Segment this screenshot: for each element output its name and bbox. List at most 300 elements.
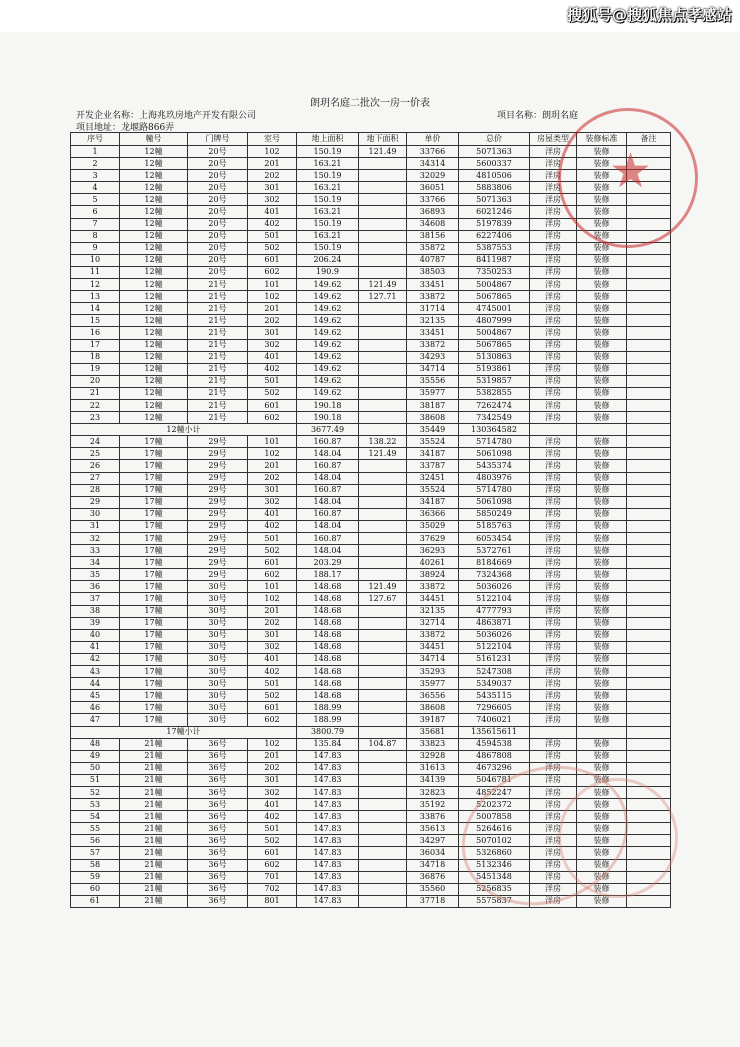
table-cell [359,629,407,641]
table-cell [359,678,407,690]
table-cell: 33766 [407,194,459,206]
table-cell: 6021246 [459,206,530,218]
table-cell [359,315,407,327]
table-cell: 5349037 [459,678,530,690]
table-cell: 4 [71,182,120,194]
table-cell: 装修 [577,291,627,303]
table-cell: 32029 [407,170,459,182]
table-cell [627,254,671,266]
table-cell: 装修 [577,448,627,460]
table-cell: 201 [248,303,297,315]
column-header: 地上面积 [297,133,359,146]
table-cell: 201 [248,750,297,762]
table-cell: 30号 [188,593,248,605]
column-header: 备注 [627,133,671,146]
table-cell: 10 [71,254,120,266]
table-row [71,460,671,472]
table-cell: 149.62 [297,387,359,399]
table-cell: 501 [248,533,297,545]
table-cell: 12幢 [120,279,188,291]
table-cell: 34608 [407,218,459,230]
table-cell: 121.49 [359,146,407,158]
table-cell: 17幢 [120,617,188,629]
table-cell: 33823 [407,738,459,750]
table-cell: 装修 [577,399,627,411]
table-cell: 21号 [188,387,248,399]
table-cell: 36034 [407,847,459,859]
table-cell [627,520,671,532]
table-cell: 188.99 [297,714,359,726]
table-cell: 302 [248,339,297,351]
table-cell: 36号 [188,883,248,895]
table-cell: 35977 [407,678,459,690]
table-cell: 32451 [407,472,459,484]
table-cell: 14 [71,303,120,315]
table-cell: 46 [71,702,120,714]
table-cell [359,460,407,472]
table-cell: 12幢 [120,399,188,411]
column-header: 地下面积 [359,133,407,146]
table-cell: 装修 [577,714,627,726]
table-cell: 4673296 [459,762,530,774]
table-cell [627,472,671,484]
table-cell: 5326860 [459,847,530,859]
table-cell: 102 [248,291,297,303]
table-cell [359,158,407,170]
table-cell: 40787 [407,254,459,266]
table-cell: 洋房 [530,363,577,375]
table-cell [627,399,671,411]
table-cell: 203.29 [297,557,359,569]
table-cell [627,690,671,702]
table-cell: 150.19 [297,170,359,182]
table-cell: 洋房 [530,859,577,871]
table-cell: 5036026 [459,581,530,593]
table-cell: 402 [248,520,297,532]
table-cell: 17幢 [120,581,188,593]
table-cell: 202 [248,762,297,774]
table-cell: 4777793 [459,605,530,617]
table-cell: 201 [248,605,297,617]
table-cell: 5850249 [459,508,530,520]
table-cell: 5264616 [459,823,530,835]
table-cell: 洋房 [530,520,577,532]
table-cell: 12幢 [120,242,188,254]
column-header: 总价 [459,133,530,146]
table-cell: 洋房 [530,448,577,460]
table-cell: 17幢 [120,714,188,726]
table-cell: 147.83 [297,750,359,762]
table-cell: 148.68 [297,690,359,702]
table-cell: 60 [71,883,120,895]
table-cell: 3 [71,170,120,182]
table-cell: 121.49 [359,581,407,593]
table-row [71,363,671,375]
table-cell: 601 [248,702,297,714]
table-row [71,387,671,399]
table-cell [627,279,671,291]
table-cell: 104.87 [359,738,407,750]
table-cell: 56 [71,835,120,847]
table-row [71,702,671,714]
table-cell: 502 [248,242,297,254]
table-cell [359,557,407,569]
table-cell: 8 [71,230,120,242]
table-cell: 洋房 [530,460,577,472]
table-cell: 36号 [188,871,248,883]
subtotal-cell: 3677.49 [297,424,359,436]
table-cell: 202 [248,170,297,182]
table-cell [627,593,671,605]
table-cell: 21幢 [120,883,188,895]
table-cell: 57 [71,847,120,859]
subtotal-cell [530,726,577,738]
table-cell: 55 [71,823,120,835]
table-cell: 5714780 [459,484,530,496]
table-cell: 36号 [188,895,248,907]
table-cell: 401 [248,653,297,665]
table-cell: 洋房 [530,823,577,835]
table-cell: 装修 [577,436,627,448]
table-row [71,714,671,726]
table-cell: 17幢 [120,460,188,472]
table-cell: 17幢 [120,641,188,653]
table-cell: 17幢 [120,569,188,581]
table-cell [359,871,407,883]
table-cell: 20号 [188,158,248,170]
table-cell [627,508,671,520]
table-cell [627,545,671,557]
table-cell: 28 [71,484,120,496]
table-cell [359,545,407,557]
table-cell: 洋房 [530,254,577,266]
table-cell: 装修 [577,533,627,545]
table-cell: 26 [71,460,120,472]
table-cell [627,581,671,593]
table-cell [359,363,407,375]
table-cell: 洋房 [530,158,577,170]
table-cell [359,520,407,532]
table-cell [627,460,671,472]
table-cell: 52 [71,786,120,798]
table-cell [359,230,407,242]
table-cell: 5122104 [459,593,530,605]
table-cell: 150.19 [297,146,359,158]
table-cell: 4863871 [459,617,530,629]
table-cell: 21号 [188,303,248,315]
table-cell: 135.84 [297,738,359,750]
table-cell: 12幢 [120,230,188,242]
table-cell [627,569,671,581]
column-header: 序号 [71,133,120,146]
table-cell: 35560 [407,883,459,895]
table-cell: 装修 [577,266,627,278]
table-cell [627,436,671,448]
table-cell: 34718 [407,859,459,871]
table-cell: 洋房 [530,146,577,158]
table-cell: 7324368 [459,569,530,581]
table-cell: 洋房 [530,291,577,303]
table-cell: 洋房 [530,351,577,363]
table-cell: 装修 [577,279,627,291]
table-cell: 5161231 [459,653,530,665]
table-cell: 5435374 [459,460,530,472]
table-cell [627,678,671,690]
table-cell: 12幢 [120,218,188,230]
table-cell: 6 [71,206,120,218]
table-cell: 32135 [407,315,459,327]
table-cell: 20号 [188,254,248,266]
table-cell: 41 [71,641,120,653]
table-cell [359,242,407,254]
table-cell [627,605,671,617]
project-name: 项目名称：朗玥名庭 [497,111,579,121]
table-cell: 12幢 [120,266,188,278]
table-cell: 35524 [407,436,459,448]
table-cell: 33451 [407,279,459,291]
subtotal-cell [627,424,671,436]
table-cell [359,750,407,762]
table-cell: 20号 [188,242,248,254]
table-cell: 5061098 [459,496,530,508]
table-cell [627,750,671,762]
table-cell: 洋房 [530,641,577,653]
table-cell: 5600337 [459,158,530,170]
table-cell: 138.22 [359,436,407,448]
table-cell: 17幢 [120,508,188,520]
table-cell: 装修 [577,206,627,218]
table-cell: 34451 [407,641,459,653]
table-cell: 20号 [188,146,248,158]
table-cell: 36号 [188,799,248,811]
table-cell: 30号 [188,629,248,641]
table-cell: 32928 [407,750,459,762]
table-cell [627,533,671,545]
table-cell: 502 [248,545,297,557]
table-cell [359,206,407,218]
table-cell: 58 [71,859,120,871]
table-cell: 7342549 [459,412,530,424]
table-cell [359,194,407,206]
table-cell [627,496,671,508]
table-cell: 402 [248,363,297,375]
table-cell: 160.87 [297,484,359,496]
table-cell: 147.83 [297,762,359,774]
table-cell: 5132346 [459,859,530,871]
table-cell: 24 [71,436,120,448]
table-cell: 5202372 [459,799,530,811]
table-cell: 17幢 [120,520,188,532]
table-cell: 30号 [188,702,248,714]
table-cell: 36号 [188,823,248,835]
table-cell: 洋房 [530,666,577,678]
table-cell: 701 [248,871,297,883]
table-cell: 34187 [407,448,459,460]
table-cell: 402 [248,218,297,230]
table-cell: 20号 [188,182,248,194]
table-row [71,448,671,460]
table-cell: 12幢 [120,327,188,339]
table-cell: 6053454 [459,533,530,545]
table-cell: 148.68 [297,581,359,593]
table-cell: 19 [71,363,120,375]
table-cell [627,738,671,750]
table-cell: 装修 [577,702,627,714]
table-cell: 洋房 [530,702,577,714]
table-cell: 21号 [188,412,248,424]
table-row [71,605,671,617]
table-cell: 50 [71,762,120,774]
table-cell: 38503 [407,266,459,278]
table-cell [359,375,407,387]
table-cell [359,472,407,484]
table-cell: 36号 [188,750,248,762]
table-row [71,327,671,339]
table-cell [359,617,407,629]
table-cell: 装修 [577,303,627,315]
table-row [71,520,671,532]
table-cell: 装修 [577,569,627,581]
table-cell: 149.62 [297,351,359,363]
table-cell: 洋房 [530,230,577,242]
table-cell: 30号 [188,714,248,726]
table-cell: 163.21 [297,230,359,242]
table-cell: 12幢 [120,206,188,218]
table-cell: 801 [248,895,297,907]
table-cell: 149.62 [297,279,359,291]
table-cell: 32135 [407,605,459,617]
table-cell: 洋房 [530,871,577,883]
table-cell: 36556 [407,690,459,702]
table-cell: 32823 [407,786,459,798]
table-cell: 40 [71,629,120,641]
table-cell: 5036026 [459,629,530,641]
table-cell [627,315,671,327]
table-cell [627,387,671,399]
table-cell: 装修 [577,835,627,847]
table-cell [359,895,407,907]
table-row [71,230,671,242]
table-cell: 38608 [407,412,459,424]
table-cell: 601 [248,254,297,266]
table-cell: 洋房 [530,472,577,484]
table-cell: 洋房 [530,170,577,182]
table-cell: 5451348 [459,871,530,883]
table-cell: 21幢 [120,738,188,750]
table-cell: 51 [71,774,120,786]
column-header: 门牌号 [188,133,248,146]
table-cell: 35613 [407,823,459,835]
table-cell: 301 [248,774,297,786]
table-cell: 29号 [188,557,248,569]
table-cell [359,339,407,351]
table-cell: 5193861 [459,363,530,375]
table-cell: 301 [248,182,297,194]
table-cell: 102 [248,146,297,158]
table-cell: 147.83 [297,883,359,895]
table-cell: 洋房 [530,242,577,254]
table-cell: 160.87 [297,460,359,472]
table-cell: 装修 [577,629,627,641]
table-cell: 20号 [188,230,248,242]
star-icon: ★ [609,143,653,199]
table-cell: 17幢 [120,496,188,508]
table-cell: 21 [71,387,120,399]
table-cell: 洋房 [530,811,577,823]
table-cell: 洋房 [530,496,577,508]
table-cell: 15 [71,315,120,327]
table-cell: 401 [248,206,297,218]
table-cell: 163.21 [297,182,359,194]
table-row [71,629,671,641]
table-cell: 装修 [577,339,627,351]
table-cell: 5004867 [459,279,530,291]
table-cell: 33872 [407,581,459,593]
table-cell: 501 [248,678,297,690]
table-cell: 7262474 [459,399,530,411]
table-cell: 163.21 [297,158,359,170]
table-cell: 装修 [577,774,627,786]
table-cell: 装修 [577,883,627,895]
column-header: 幢号 [120,133,188,146]
column-header: 装修标准 [577,133,627,146]
table-cell: 501 [248,375,297,387]
table-cell: 洋房 [530,387,577,399]
table-cell: 洋房 [530,653,577,665]
table-cell: 装修 [577,327,627,339]
table-row [71,557,671,569]
table-cell: 装修 [577,242,627,254]
table-cell [627,412,671,424]
table-cell: 34314 [407,158,459,170]
table-cell: 160.87 [297,533,359,545]
table-cell: 148.04 [297,472,359,484]
subtotal-cell: 12幢小计 [71,424,297,436]
table-cell [627,895,671,907]
table-cell: 36876 [407,871,459,883]
table-cell: 38608 [407,702,459,714]
table-cell: 洋房 [530,690,577,702]
table-cell: 35977 [407,387,459,399]
table-cell: 160.87 [297,436,359,448]
table-cell: 12幢 [120,351,188,363]
table-cell: 29 [71,496,120,508]
table-cell: 洋房 [530,738,577,750]
table-row [71,593,671,605]
table-cell: 30号 [188,641,248,653]
table-cell: 装修 [577,387,627,399]
table-cell: 401 [248,508,297,520]
table-cell: 20号 [188,218,248,230]
table-cell: 16 [71,327,120,339]
table-cell: 13 [71,291,120,303]
table-cell: 洋房 [530,545,577,557]
table-row [71,678,671,690]
table-cell: 31714 [407,303,459,315]
table-row [71,617,671,629]
table-cell: 21幢 [120,847,188,859]
table-cell: 101 [248,436,297,448]
table-cell [359,351,407,363]
table-cell: 36893 [407,206,459,218]
table-cell: 147.83 [297,847,359,859]
table-cell: 49 [71,750,120,762]
table-cell: 装修 [577,158,627,170]
table-cell: 装修 [577,484,627,496]
column-header: 房屋类型 [530,133,577,146]
table-cell: 34714 [407,363,459,375]
table-cell [359,653,407,665]
